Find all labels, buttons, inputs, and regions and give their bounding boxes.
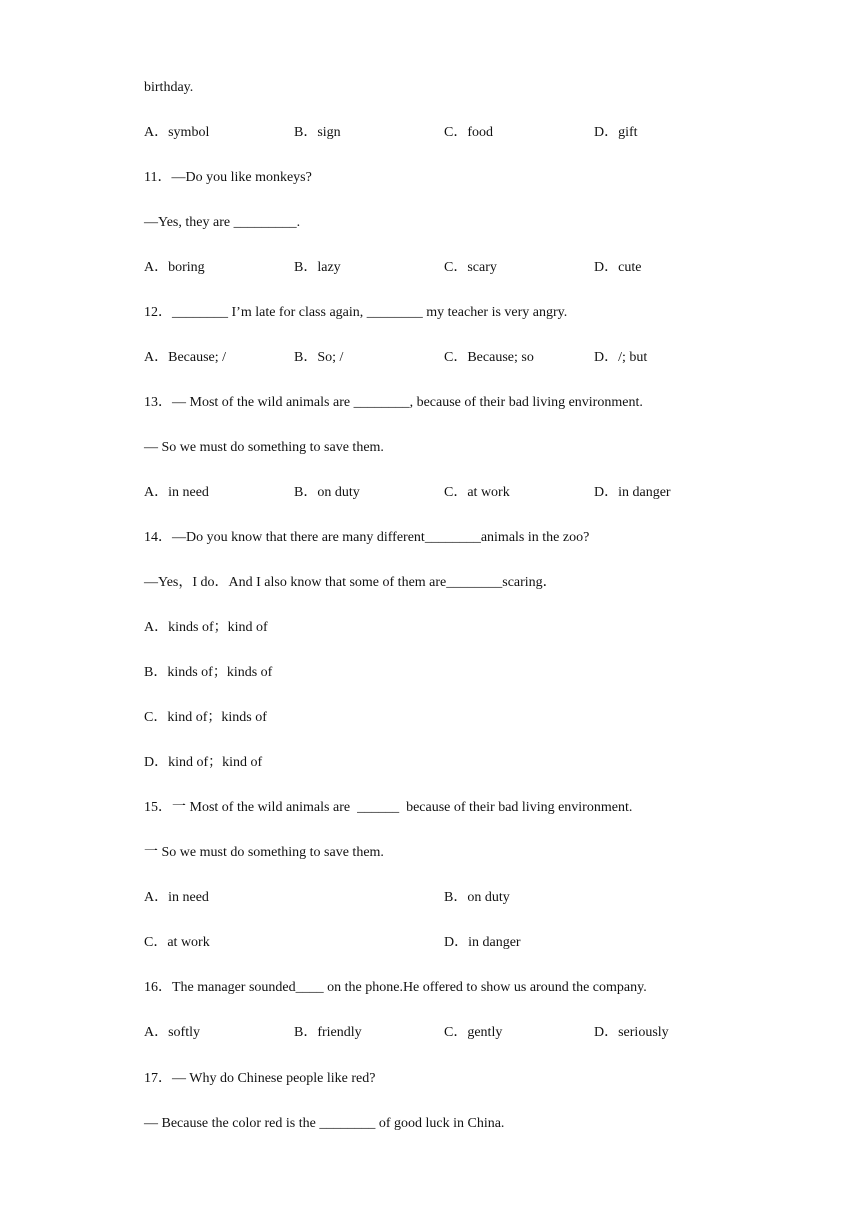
q11-reply: —Yes, they are _________. [144,215,301,230]
q13-reply: — So we must do something to save them. [144,440,384,455]
q11-option-c: C．scary [444,260,497,275]
q11-option-a: A．boring [144,260,205,275]
q14-option-a: A．kinds of；kind of [144,620,268,635]
q15-option-d: D．in danger [444,935,521,950]
q17-question: 17．— Why do Chinese people like red? [144,1071,376,1086]
q16-option-c: C．gently [444,1025,503,1040]
q13-option-c: C．at work [444,485,510,500]
q16-question: 16．The manager sounded____ on the phone.He offered to show us around the company. [144,980,647,995]
q15-reply: 一 So we must do something to save them. [144,845,384,860]
q12-option-a: A．Because; / [144,350,227,365]
q12-option-d: D．/; but [594,350,648,365]
q10-option-a: A．symbol [144,125,210,140]
q12-option-c: C．Because; so [444,350,534,365]
q15-option-a: A．in need [144,890,209,905]
q14-option-d: D．kind of；kind of [144,755,263,770]
q14-option-c: C．kind of；kinds of [144,710,267,725]
q12-options [144,349,744,367]
q10-option-c: C．food [444,125,493,140]
q14-option-b: B．kinds of；kinds of [144,665,273,680]
q13-option-a: A．in need [144,485,209,500]
q11-option-d: D．cute [594,260,642,275]
q17-reply: — Because the color red is the ________ of good luck in China. [144,1116,505,1131]
q10-option-b: B．sign [294,125,341,140]
q15-options-row1 [144,889,744,907]
q15-options-row2 [144,934,744,952]
q16-option-a: A．softly [144,1025,200,1040]
q10-options [144,124,744,142]
q13-option-b: B．on duty [294,485,360,500]
q16-option-d: D．seriously [594,1025,669,1040]
q11-question: 11．—Do you like monkeys? [144,170,312,185]
q13-options [144,484,744,502]
q15-question: 15．一 Most of the wild animals are ______ because of their bad living environment. [144,800,633,815]
q16-options [144,1024,744,1042]
q15-option-c: C．at work [144,935,210,950]
q14-question: 14．—Do you know that there are many different________animals in the zoo? [144,530,590,545]
q14-reply: —Yes，I do．And I also know that some of them are________scaring． [144,575,557,590]
q13-option-d: D．in danger [594,485,671,500]
q12-option-b: B．So; / [294,350,344,365]
q15-option-b: B．on duty [444,890,510,905]
q11-options [144,259,744,277]
q10-option-d: D．gift [594,125,638,140]
q11-option-b: B．lazy [294,260,341,275]
q12-question: 12．________ I’m late for class again, ________ my teacher is very angry. [144,305,568,320]
q13-question: 13．— Most of the wild animals are ________, because of their bad living environment. [144,395,643,410]
q16-option-b: B．friendly [294,1025,362,1040]
q10-continuation: birthday. [144,80,194,95]
